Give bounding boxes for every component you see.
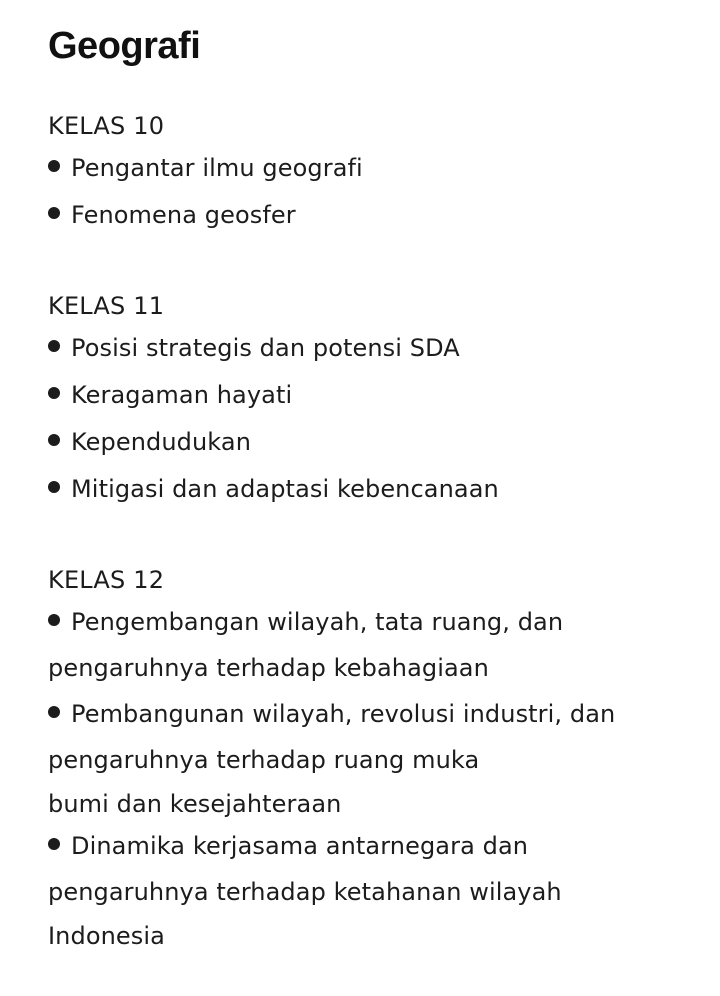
list-item-text: Dinamika kerjasama antarnegara dan — [71, 832, 529, 860]
list-item — [48, 692, 708, 824]
bullet-icon — [48, 434, 60, 446]
list-item — [48, 467, 708, 511]
list-item-text: Fenomena geosfer — [71, 201, 296, 229]
list-item — [48, 420, 708, 464]
list-item — [48, 146, 708, 190]
bullet-icon — [48, 838, 60, 850]
list-item-line: pengaruhnya terhadap ketahanan wilayah — [48, 878, 562, 906]
list-item-line: bumi dan kesejahteraan — [48, 790, 342, 818]
list-item-text: Posisi strategis dan potensi SDA — [71, 334, 460, 362]
list-item-text: Mitigasi dan adaptasi kebencanaan — [71, 475, 499, 503]
list-item-line — [48, 824, 708, 868]
list-item-text: Pembangunan wilayah, revolusi industri, dan — [71, 700, 616, 728]
section-heading: KELAS 10 — [48, 112, 165, 140]
list-item-text: Pengantar ilmu geografi — [71, 154, 363, 182]
bullet-icon — [48, 340, 60, 352]
list-item-text: Pengembangan wilayah, tata ruang, dan — [71, 608, 564, 636]
list-item-text: Kependudukan — [71, 428, 252, 456]
list-item — [48, 326, 708, 370]
topic-list — [48, 146, 708, 237]
list-item — [48, 600, 708, 692]
section-heading: KELAS 12 — [48, 566, 165, 594]
list-item — [48, 193, 708, 237]
bullet-icon — [48, 160, 60, 172]
list-item-text: Keragaman hayati — [71, 381, 293, 409]
list-item-line — [48, 600, 708, 644]
list-item — [48, 824, 708, 956]
list-item-line: pengaruhnya terhadap ruang muka — [48, 746, 480, 774]
bullet-icon — [48, 387, 60, 399]
bullet-icon — [48, 207, 60, 219]
bullet-icon — [48, 706, 60, 718]
bullet-icon — [48, 481, 60, 493]
topic-list — [48, 326, 708, 511]
list-item-line: pengaruhnya terhadap kebahagiaan — [48, 654, 489, 682]
list-item-line: Indonesia — [48, 922, 165, 950]
section-heading: KELAS 11 — [48, 292, 165, 320]
list-item-line — [48, 692, 708, 736]
topic-list — [48, 600, 708, 956]
section-kelas-10 — [48, 106, 708, 237]
section-kelas-12 — [48, 560, 708, 956]
section-kelas-11 — [48, 286, 708, 511]
bullet-icon — [48, 614, 60, 626]
page-title: Geografi — [48, 25, 201, 67]
list-item — [48, 373, 708, 417]
